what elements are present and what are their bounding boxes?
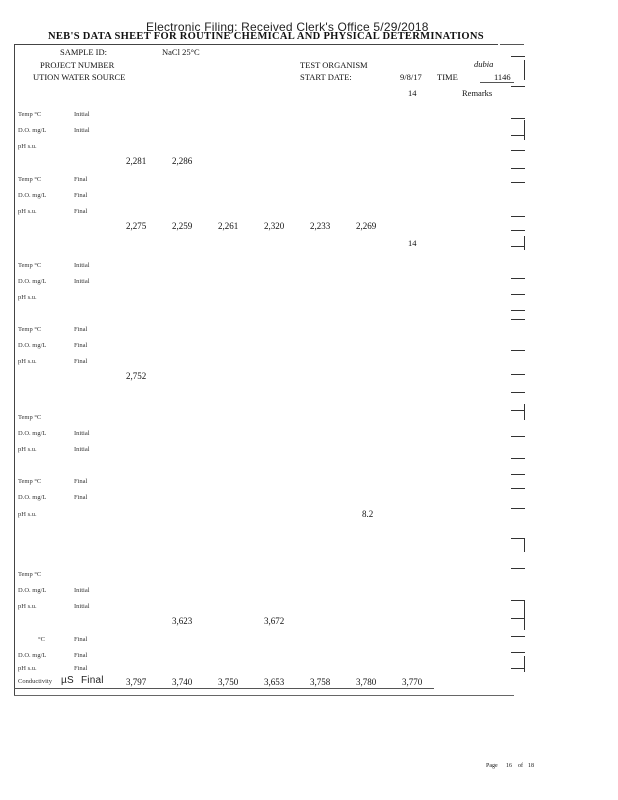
row-label-temp: Temp °C	[18, 111, 42, 118]
row-label-temp: °C	[38, 636, 45, 643]
day-header: 14	[408, 88, 417, 98]
frame-top-rule	[14, 44, 498, 45]
row-qualifier: Final	[74, 652, 88, 659]
row-qualifier: Final	[74, 176, 88, 183]
value-cell: 3,758	[310, 677, 331, 687]
day-value: 14	[408, 238, 417, 248]
value-cell: 2,281	[126, 156, 147, 166]
time-value: 1146	[494, 72, 511, 82]
dilution-water-label: UTION WATER SOURCE	[33, 72, 126, 82]
conductivity-unit: µS	[61, 675, 74, 686]
row-qualifier: Final	[74, 478, 88, 485]
test-organism-value: dubia	[474, 59, 494, 69]
row-label-temp: Temp °C	[18, 571, 42, 578]
row-qualifier: Initial	[74, 430, 90, 437]
value-cell: 3,770	[402, 677, 423, 687]
filing-stamp: Electronic Filing: Received Clerk's Office 5/29/2018	[146, 20, 429, 34]
row-qualifier: Final	[74, 665, 88, 672]
row-label-temp: Temp °C	[18, 414, 42, 421]
value-cell: 3,750	[218, 677, 239, 687]
row-label-temp: Temp °C	[18, 326, 42, 333]
frame-left-rule	[14, 44, 15, 696]
row-label-temp: Temp °C	[18, 478, 42, 485]
start-date-label: START DATE:	[300, 72, 352, 82]
row-qualifier: Initial	[74, 262, 90, 269]
row-qualifier: Initial	[74, 127, 90, 134]
row-qualifier: Initial	[74, 587, 90, 594]
row-label-ph: pH s.u.	[18, 446, 37, 453]
row-label-do: D.O. mg/L	[18, 192, 47, 199]
frame-bottom-rule	[14, 695, 514, 696]
value-cell: 2,275	[126, 221, 147, 231]
test-organism-label: TEST ORGANISM	[300, 60, 368, 70]
row-label-ph: pH s.u.	[18, 143, 37, 150]
sample-id-value: NaCl 25°C	[162, 47, 200, 57]
row-label-ph: pH s.u.	[18, 603, 37, 610]
row-qualifier: Final	[81, 675, 104, 686]
row-label-ph: pH s.u.	[18, 665, 37, 672]
time-label: TIME	[437, 72, 458, 82]
value-cell: 3,623	[172, 616, 193, 626]
value-cell: 2,286	[172, 156, 193, 166]
row-qualifier: Final	[74, 358, 88, 365]
project-number-label: PROJECT NUMBER	[40, 60, 115, 70]
value-cell: 3,797	[126, 677, 147, 687]
row-qualifier: Initial	[74, 278, 90, 285]
row-label-ph: pH s.u.	[18, 294, 37, 301]
row-qualifier: Final	[74, 208, 88, 215]
page-number: 16	[506, 763, 512, 769]
row-label-do: D.O. mg/L	[18, 342, 47, 349]
start-date-value: 9/8/17	[400, 72, 422, 82]
row-qualifier: Initial	[74, 111, 90, 118]
row-label-conductivity: Conductivity	[18, 678, 52, 685]
row-label-do: D.O. mg/L	[18, 652, 47, 659]
value-cell: 2,269	[356, 221, 377, 231]
right-margin-ticks	[511, 40, 525, 680]
sample-id-label: SAMPLE ID:	[60, 47, 107, 57]
row-label-do: D.O. mg/L	[18, 494, 47, 501]
row-label-do: D.O. mg/L	[18, 127, 47, 134]
row-label-do: D.O. mg/L	[18, 430, 47, 437]
row-label-do: D.O. mg/L	[18, 278, 47, 285]
row-label-ph: pH s.u.	[18, 511, 37, 518]
value-cell: 3,780	[356, 677, 377, 687]
row-qualifier: Final	[74, 342, 88, 349]
remarks-label: Remarks	[462, 88, 493, 98]
value-cell: 2,261	[218, 221, 239, 231]
row-qualifier: Final	[74, 636, 88, 643]
row-label-ph: pH s.u.	[18, 208, 37, 215]
value-cell: 2,233	[310, 221, 331, 231]
page-of-label: of	[518, 763, 523, 769]
page-label: Page	[486, 763, 498, 769]
row-qualifier: Final	[74, 192, 88, 199]
page-total: 18	[528, 763, 534, 769]
row-label-temp: Temp °C	[18, 262, 42, 269]
page-title: NEB'S DATA SHEET FOR ROUTINE CHEMICAL AND PHYSICAL DETERMINATIONS	[48, 31, 484, 42]
value-cell: 2,259	[172, 221, 193, 231]
row-label-do: D.O. mg/L	[18, 587, 47, 594]
value-cell: 3,653	[264, 677, 285, 687]
row-qualifier: Initial	[74, 446, 90, 453]
value-cell: 3,740	[172, 677, 193, 687]
value-cell: 2,320	[264, 221, 285, 231]
value-cell: 3,672	[264, 616, 285, 626]
row-qualifier: Final	[74, 326, 88, 333]
value-cell: 2,752	[126, 371, 147, 381]
row-qualifier: Initial	[74, 603, 90, 610]
value-cell: 8.2	[362, 509, 374, 519]
row-label-ph: pH s.u.	[18, 358, 37, 365]
row-label-temp: Temp °C	[18, 176, 42, 183]
row-qualifier: Final	[74, 494, 88, 501]
